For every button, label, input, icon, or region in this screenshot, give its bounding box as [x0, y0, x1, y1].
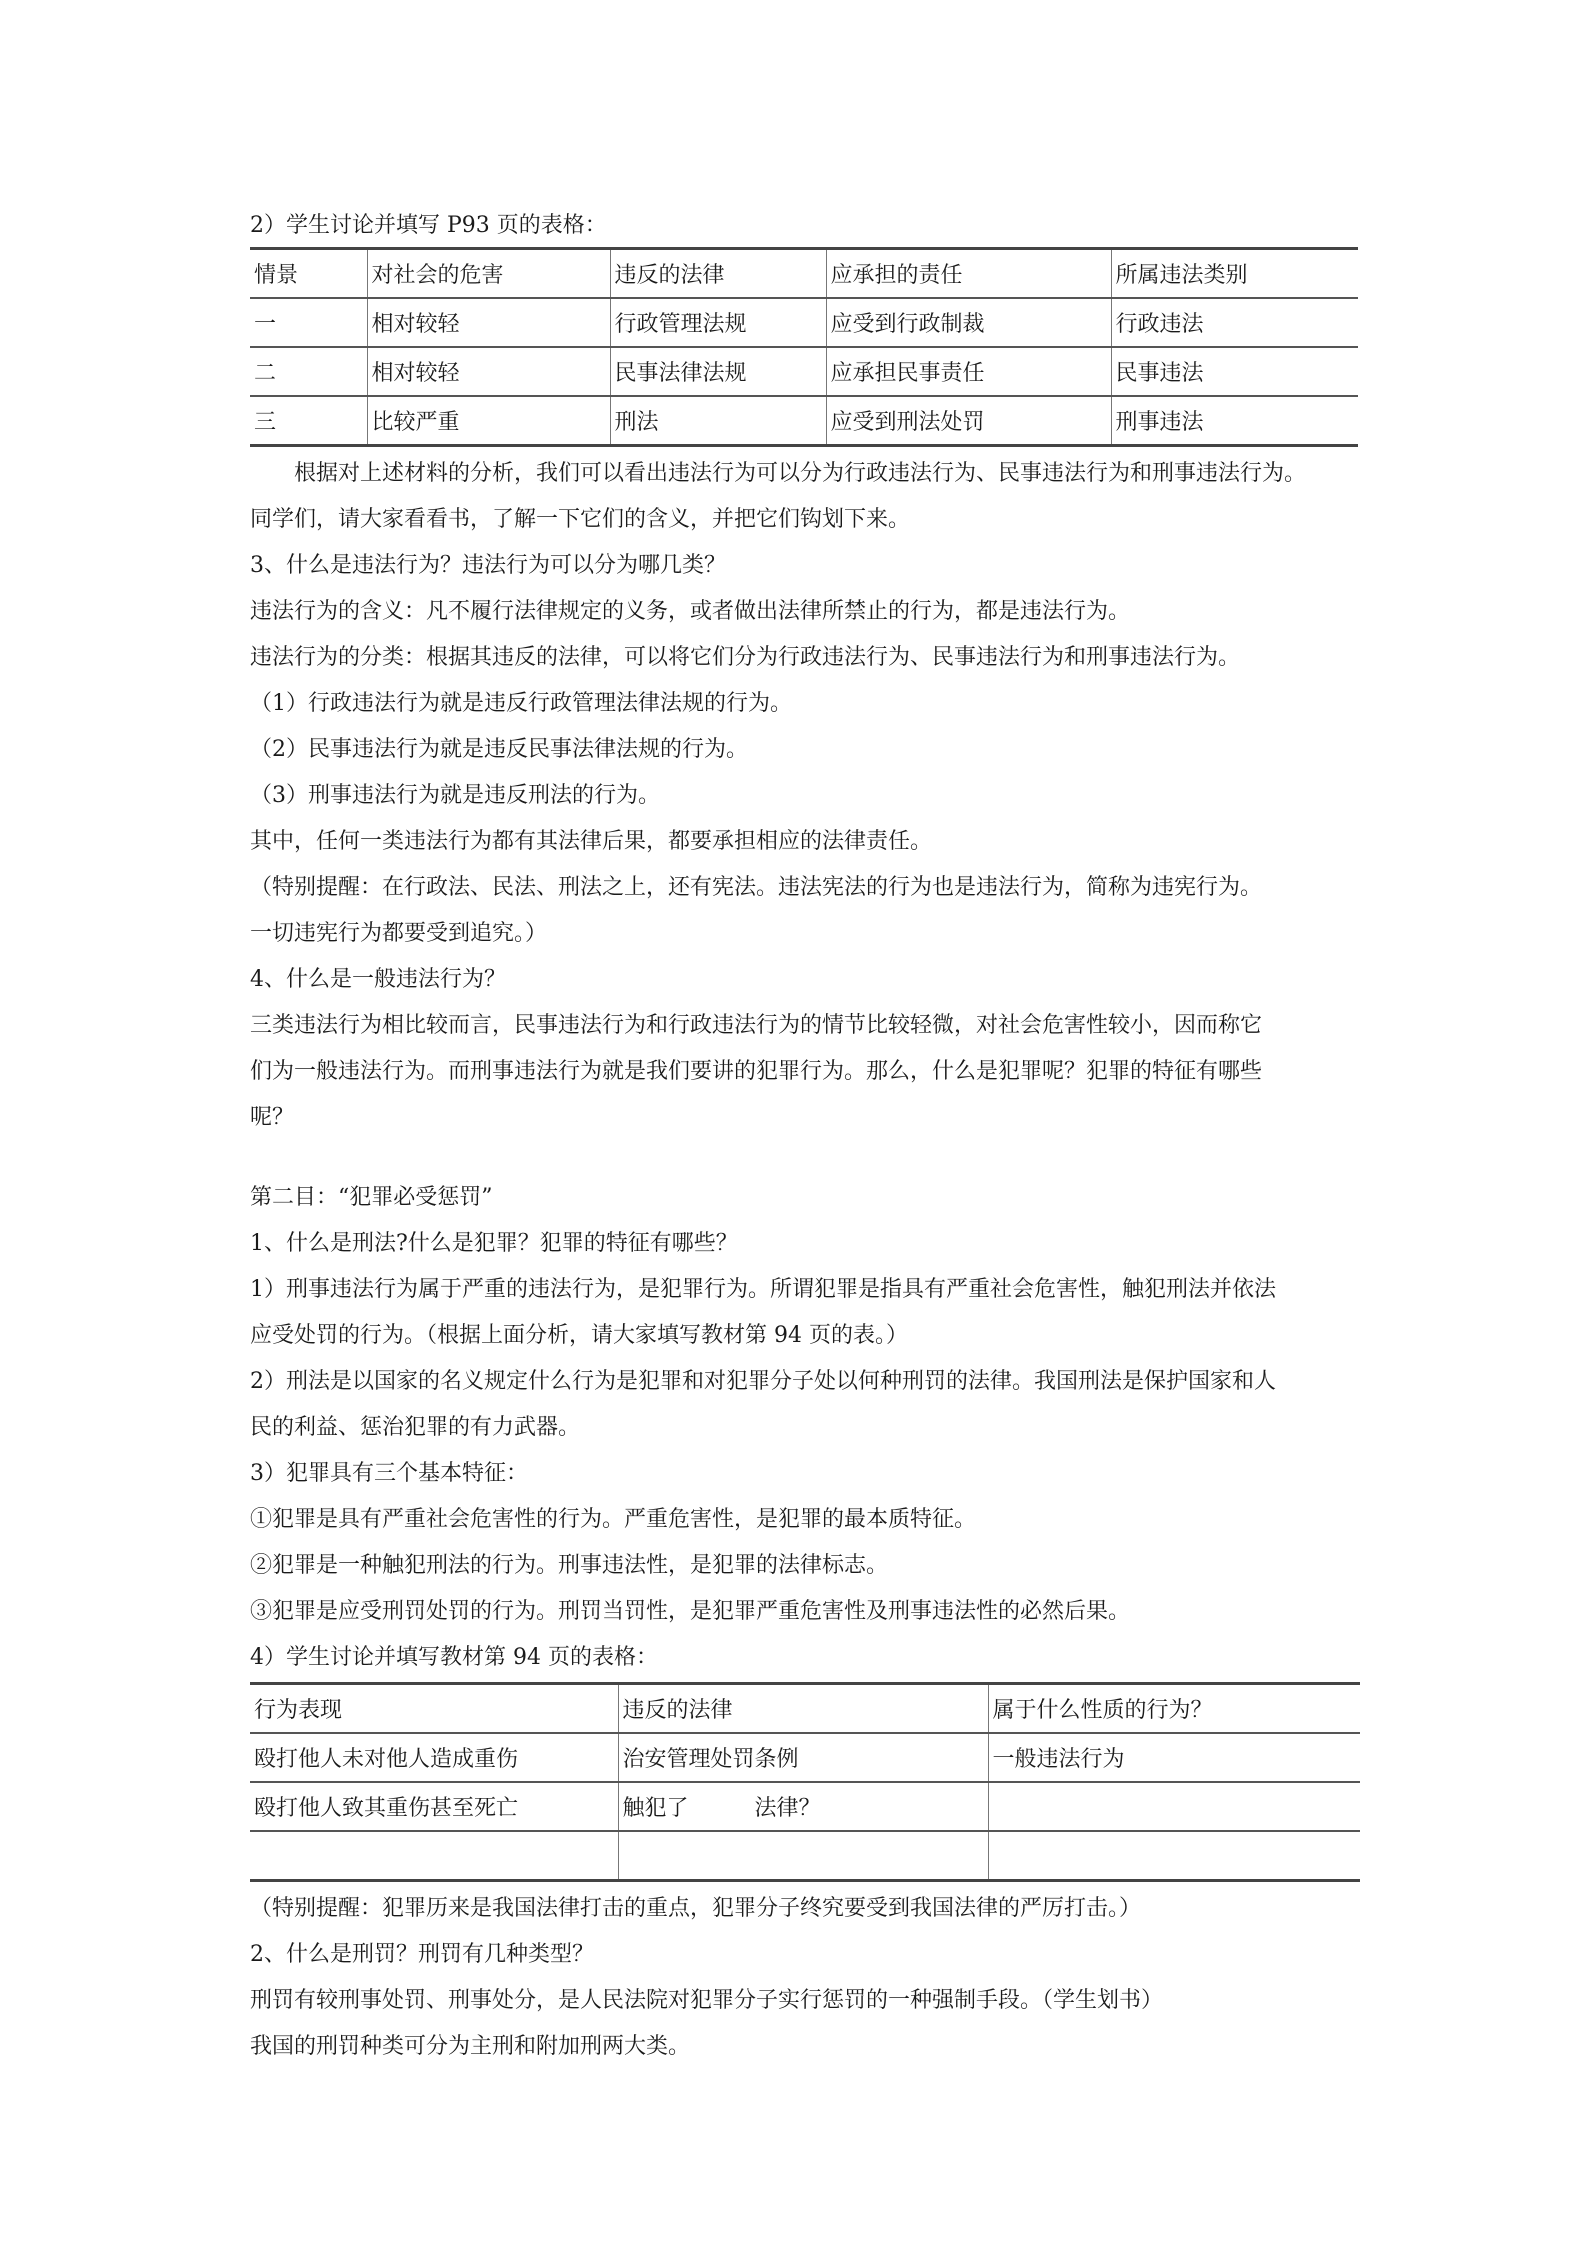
table-cell: 民事法律法规	[610, 347, 826, 396]
behavior-nature-table	[250, 1682, 1360, 1882]
criminal-law-line: 民的利益、惩治犯罪的有力武器。	[250, 1415, 581, 1440]
table-cell: 相对较轻	[367, 347, 610, 396]
table-cell: 殴打他人未对他人造成重伤	[250, 1733, 618, 1782]
question-3: 3、什么是违法行为？违法行为可以分为哪几类？	[250, 553, 726, 578]
section-one-intro	[250, 203, 1360, 249]
table-header-cell: 违反的法律	[610, 249, 826, 299]
class-item-3: （3）刑事违法行为就是违反刑法的行为。	[250, 783, 660, 808]
general-violation-line: 三类违法行为相比较而言，民事违法行为和行政违法行为的情节比较轻微，对社会危害性较小，因而称它	[250, 1013, 1263, 1038]
table-cell: 刑事违法	[1111, 396, 1358, 446]
crime-feature-2: ②犯罪是一种触犯刑法的行为。刑事违法性，是犯罪的法律标志。	[250, 1553, 889, 1578]
table-cell	[988, 1831, 1360, 1881]
table-cell: 殴打他人致其重伤甚至死亡	[250, 1782, 618, 1831]
table-row	[250, 298, 1358, 347]
question-2: 2、什么是刑罚？刑罚有几种类型？	[250, 1942, 594, 1967]
table-cell: 治安管理处罚条例	[618, 1733, 988, 1782]
table-row	[250, 1782, 1360, 1831]
table-cell: 三	[250, 396, 367, 446]
table-header-cell: 情景	[250, 249, 367, 299]
classification-line: 违法行为的分类：根据其违反的法律，可以将它们分为行政违法行为、民事违法行为和刑事违法行为。	[250, 645, 1241, 670]
crime-definition-line: 1）刑事违法行为属于严重的违法行为，是犯罪行为。所谓犯罪是指具有严重社会危害性，触犯刑法并依法	[250, 1277, 1277, 1302]
table-header-cell: 行为表现	[250, 1684, 618, 1734]
table-cell: 一般违法行为	[988, 1733, 1360, 1782]
table-header-cell: 违反的法律	[618, 1684, 988, 1734]
section-two-title: 第二目：“犯罪必受惩罚”	[250, 1185, 493, 1210]
table-cell: 比较严重	[367, 396, 610, 446]
special-reminder-line: 一切违宪行为都要受到追究。）	[250, 921, 548, 946]
table-cell: 应受到刑法处罚	[826, 396, 1111, 446]
violation-type-table	[250, 247, 1358, 447]
section-one-body	[250, 451, 1360, 1141]
crime-feature-3: ③犯罪是应受刑罚处罚的行为。刑罚当罚性，是犯罪严重危害性及刑事违法性的必然后果。	[250, 1599, 1131, 1624]
table-cell: 一	[250, 298, 367, 347]
table-header-cell: 对社会的危害	[367, 249, 610, 299]
table-cell: 行政管理法规	[610, 298, 826, 347]
table-row	[250, 347, 1358, 396]
table-header-cell: 所属违法类别	[1111, 249, 1358, 299]
crime-definition-line: 应受处罚的行为。（根据上面分析，请大家填写教材第 94 页的表。）	[250, 1323, 908, 1348]
table-cell: 相对较轻	[367, 298, 610, 347]
question-1: 1、什么是刑法?什么是犯罪？犯罪的特征有哪些？	[250, 1231, 738, 1256]
table-cell: 应受到行政制裁	[826, 298, 1111, 347]
table-header-cell: 属于什么性质的行为？	[988, 1684, 1360, 1734]
analysis-paragraph-line: 同学们，请大家看看书，了解一下它们的含义，并把它们钩划下来。	[250, 507, 911, 532]
question-4: 4、什么是一般违法行为？	[250, 967, 506, 992]
penalty-types-line: 我国的刑罚种类可分为主刑和附加刑两大类。	[250, 2034, 691, 2059]
general-violation-line: 呢？	[250, 1105, 295, 1130]
table-cell: 民事违法	[1111, 347, 1358, 396]
table-cell	[988, 1782, 1360, 1831]
table-cell: 触犯了 法律？	[618, 1782, 988, 1831]
table-header-row	[250, 249, 1358, 299]
table-cell	[250, 1831, 618, 1881]
special-reminder-line: （特别提醒：犯罪历来是我国法律打击的重点，犯罪分子终究要受到我国法律的严厉打击。）	[250, 1896, 1142, 1921]
table-cell	[618, 1831, 988, 1881]
penalty-definition-line: 刑罚有较刑事处罚、刑事处分，是人民法院对犯罪分子实行惩罚的一种强制手段。（学生划书）	[250, 1988, 1164, 2013]
table-cell: 刑法	[610, 396, 826, 446]
section-two-tail	[250, 1886, 1360, 2070]
special-reminder-line: （特别提醒：在行政法、民法、刑法之上，还有宪法。违法宪法的行为也是违法行为，简称为违宪行为。	[250, 875, 1263, 900]
criminal-law-line: 2）刑法是以国家的名义规定什么行为是犯罪和对犯罪分子处以何种刑罚的法律。我国刑法是保护国家和人	[250, 1369, 1277, 1394]
analysis-paragraph-line: 根据对上述材料的分析，我们可以看出违法行为可以分为行政违法行为、民事违法行为和刑事违法行为。	[294, 461, 1307, 486]
crime-feature-1: ①犯罪是具有严重社会危害性的行为。严重危害性，是犯罪的最本质特征。	[250, 1507, 977, 1532]
table-row	[250, 1733, 1360, 1782]
class-item-1: （1）行政违法行为就是违反行政管理法律法规的行为。	[250, 691, 792, 716]
consequence-line: 其中，任何一类违法行为都有其法律后果，都要承担相应的法律责任。	[250, 829, 933, 854]
table-row	[250, 396, 1358, 446]
crime-features-heading: 3）犯罪具有三个基本特征：	[250, 1461, 528, 1486]
table-header-cell: 应承担的责任	[826, 249, 1111, 299]
class-item-2: （2）民事违法行为就是违反民事法律法规的行为。	[250, 737, 748, 762]
definition-line: 违法行为的含义：凡不履行法律规定的义务，或者做出法律所禁止的行为，都是违法行为。	[250, 599, 1131, 624]
table-cell: 应承担民事责任	[826, 347, 1111, 396]
table1-heading: 2）学生讨论并填写 P93 页的表格：	[250, 213, 607, 238]
table2-heading: 4）学生讨论并填写教材第 94 页的表格：	[250, 1645, 658, 1670]
table-cell: 行政违法	[1111, 298, 1358, 347]
general-violation-line: 们为一般违法行为。而刑事违法行为就是我们要讲的犯罪行为。那么，什么是犯罪呢？犯罪的特征有哪些	[250, 1059, 1263, 1084]
table-cell: 二	[250, 347, 367, 396]
section-two-body	[250, 1175, 1360, 1681]
table-row	[250, 1831, 1360, 1881]
table-header-row	[250, 1684, 1360, 1734]
